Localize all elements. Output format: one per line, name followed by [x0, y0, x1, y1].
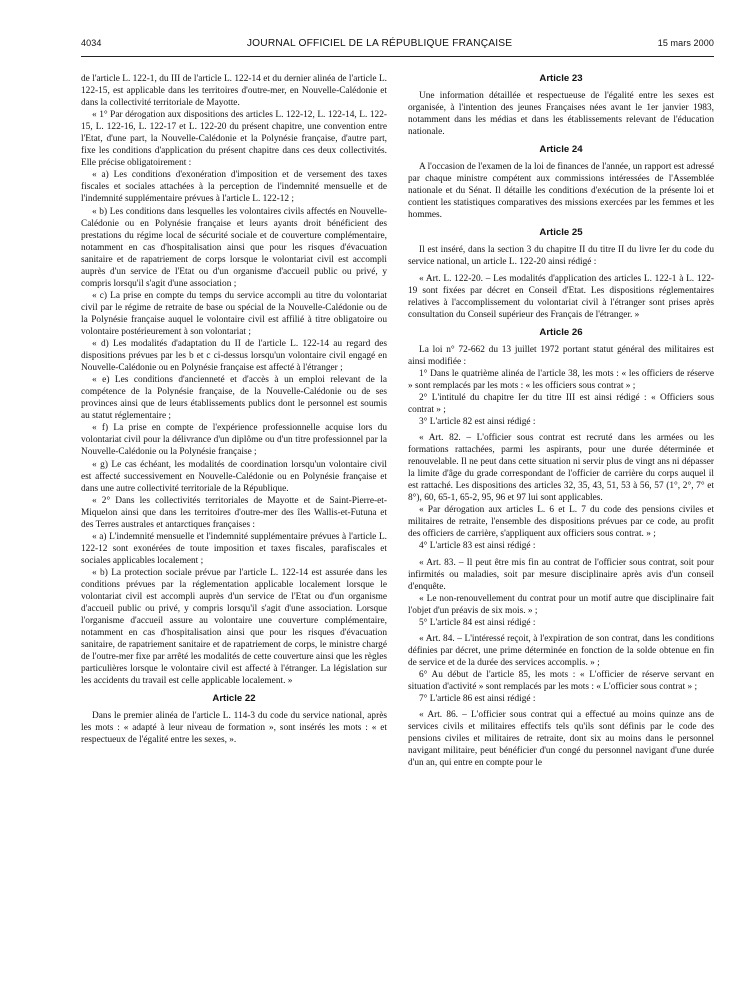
header-rule [81, 56, 714, 57]
text-columns [81, 73, 714, 769]
article-heading: Article 22 [212, 693, 256, 705]
paragraph: « Art. 84. – L'intéressé reçoit, à l'expiration de son contrat, dans les conditions définies par décret, une prime déterminée en fonction de la solde obtenue en fin de service et de la durée des services accomplis. » ; [408, 633, 714, 668]
paragraph: Il est inséré, dans la section 3 du chapitre II du titre II du livre Ier du code du service national, un article L. 122-20 ainsi rédigé : [408, 245, 714, 268]
paragraph: « g) Le cas échéant, les modalités de coordination lorsqu'un volontaire civil est affecté successivement en Nouvelle-Calédonie ou en Polynésie française et dans une autre collectivité territoriale de la République. [81, 459, 387, 494]
paragraph: « d) Les modalités d'adaptation du II de l'article L. 122-14 au regard des dispositions prévues par les b et c ci-dessus lorsqu'un volontaire civil engagé en Nouvelle-Calédonie ou en Polynésie française est affecté à l'étranger ; [81, 339, 387, 374]
paragraph: « a) Les conditions d'exonération d'imposition et de versement des taxes fiscales et sociales attachées à la perception de l'indemnité mensuelle et de l'indemnité supplémentaire prévues à l'article L. 122-12 ; [81, 170, 387, 205]
paragraph: « c) La prise en compte du temps du service accompli au titre du volontariat civil par le régime de retraite de base ou spécial de la Nouvelle-Calédonie ou de la Polynésie française auquel le volontaire civil est affilié à titre obligatoire ou volontaire postérieurement à son volontariat ; [81, 290, 387, 337]
paragraph: « Art. 83. – Il peut être mis fin au contrat de l'officier sous contrat, soit pour infirmités ou maladies, soit par mesure disciplinaire après avis d'un conseil d'enquête. [408, 557, 714, 592]
paragraph: A l'occasion de l'examen de la loi de finances de l'année, un rapport est adressé par chaque ministre compétent aux commissions intéressées de l'Assemblée nationale et du Sénat. Il détaille les conditions d'exécution de la présente loi et contient les statistiques comparatives des missions exercées par les femmes et les hommes. [408, 162, 714, 221]
paragraph: « b) Les conditions dans lesquelles les volontaires civils affectés en Nouvelle-Calédonie ou en Polynésie française et leurs ayants droit bénéficient des prestations du régime local de sécurité sociale et de couverture complémentaire, notamment en cas d'hospitalisation ainsi que pour les risques d'évacuation sanitaire et de rapatriement de corps lorsque le volontariat civil est accompli auprès d'un service de l'Etat ou d'un organisme d'accueil public ou privé, y compris lorsqu'il s'agit d'une association ; [81, 206, 387, 289]
paragraph: 1° Dans le quatrième alinéa de l'article 38, les mots : « les officiers de réserve » sont remplacés par les mots : « les officiers sous contrat » ; [408, 368, 714, 391]
paragraph: de l'article L. 122-1, du III de l'article L. 122-14 et du dernier alinéa de l'article L. 122-15, est applicable dans les territoires d'outre-mer, en Nouvelle-Calédonie et dans la collectivité territoriale de Mayotte. [81, 74, 387, 109]
page-header [81, 38, 714, 49]
paragraph: « 1° Par dérogation aux dispositions des articles L. 122-12, L. 122-14, L. 122-15, L. 122-16, L. 122-17 et L. 122-20 du présent chapitre, une convention entre l'Etat, d'une part, la Nouvelle-Calédonie et la Polynésie française, d'autre part, fixe les conditions d'application du présent chapitre dans ces deux collectivités. Elle précise obligatoirement : [81, 110, 387, 169]
paragraph: « e) Les conditions d'ancienneté et d'accès à un emploi relevant de la compétence de la Polynésie française, de la Nouvelle-Calédonie ou de ses provinces ainsi que de leurs établissements publics dont le personnel est soumis au statut réglementaire ; [81, 375, 387, 422]
right-column [408, 73, 714, 769]
paragraph: 3° L'article 82 est ainsi rédigé : [419, 416, 536, 427]
page-number: 4034 [81, 38, 102, 48]
paragraph: Une information détaillée et respectueuse de l'égalité entre les sexes est organisée, à l'intention des jeunes Françaises nées avant le 1er janvier 1983, notamment dans les médias et dans les établissements relevant de l'éducation nationale. [408, 91, 714, 138]
paragraph: 7° L'article 86 est ainsi rédigé : [419, 694, 536, 705]
article-heading: Article 25 [539, 227, 583, 239]
paragraph: « b) La protection sociale prévue par l'article L. 122-14 est assurée dans les conditions prévues par la réglementation applicable localement lorsque le volontariat civil est accompli auprès d'un service de l'Etat ou d'un organisme d'accueil public ou privé, y compris lorsqu'il s'agit d'une association. Lorsque l'organisme d'accueil assure au volontaire une couverture complémentaire, notamment en cas d'hospitalisation ainsi que pour les risques d'évacuation sanitaire, de rapatriement sanitaire et de rapatriement de corps, le ministre chargé de l'outre-mer fixe par arrêté les modalités de cette couverture ainsi que les règles particulières lorsque le volontaire civil est affecté à l'étranger. La législation sur les accidents du travail est celle applicable localement. » [81, 567, 387, 687]
paragraph: « 2° Dans les collectivités territoriales de Mayotte et de Saint-Pierre-et-Miquelon ainsi que dans les territoires d'outre-mer des îles Wallis-et-Futuna et des Terres australes et antarctiques françaises : [81, 495, 387, 530]
article-heading: Article 26 [539, 326, 583, 338]
article-heading: Article 23 [539, 73, 583, 84]
paragraph: 4° L'article 83 est ainsi rédigé : [419, 541, 536, 552]
paragraph: « Art. 86. – L'officier sous contrat qui a effectué au moins quinze ans de services civils et militaires effectifs tels qu'ils sont définis par le code des pensions civiles et militaires de retraite, dont six au moins dans le personnel navigant militaire, peut bénéficier d'un congé du personnel navigant d'une durée d'un an, qui entre en compte pour le [408, 710, 714, 769]
paragraph: 5° L'article 84 est ainsi rédigé : [419, 617, 536, 628]
paragraph: « a) L'indemnité mensuelle et l'indemnité supplémentaire prévues à l'article L. 122-12 sont exonérées de toute imposition et taxes fiscales, parafiscales et sociales applicables localement ; [81, 531, 387, 566]
left-column [81, 73, 387, 769]
paragraph: Dans le premier alinéa de l'article L. 114-3 du code du service national, après les mots : « adapté à leur niveau de formation », sont insérés les mots : « et respectueux de l'égalité entre les sexes, ». [81, 711, 387, 746]
journal-title: JOURNAL OFFICIEL DE LA RÉPUBLIQUE FRANÇAISE [246, 38, 513, 49]
issue-date: 15 mars 2000 [657, 38, 714, 48]
paragraph: « Art. L. 122-20. – Les modalités d'application des articles L. 122-1 à L. 122-19 sont fixées par décret en Conseil d'Etat. Les dispositions réglementaires relatives à l'accomplissement du volontariat civil à l'étranger sont prises après consultation du Conseil supérieur des Français de l'étranger. » [408, 273, 714, 320]
paragraph: « Par dérogation aux articles L. 6 et L. 7 du code des pensions civiles et militaires de retraite, l'ensemble des dispositions prévues par ce code, au profit des officiers de carrière, s'appliquent aux officiers sous contrat. » ; [408, 505, 714, 540]
paragraph: « Le non-renouvellement du contrat pour un motif autre que disciplinaire fait l'objet d'un préavis de six mois. » ; [408, 593, 714, 616]
paragraph: « Art. 82. – L'officier sous contrat est recruté dans les armées ou les formations rattachées, parmi les aspirants, pour une durée déterminée et renouvelable. Il ne peut dans cette situation ni servir plus de vingt ans ni dépasser la limite d'âge du grade correspondant de l'officier de carrière du corps auquel il est rattaché. Les dispositions des articles 32, 35, 43, 51, 53 à 56, 57 (1°, 2°, 7° et 8°), 60, 65-1, 65-2, 95, 96 et 97 lui sont applicables. [408, 433, 714, 504]
paragraph: La loi n° 72-662 du 13 juillet 1972 portant statut général des militaires est ainsi modifiée : [408, 344, 714, 367]
paragraph: 6° Au début de l'article 85, les mots : « L'officier de réserve servant en situation d'activité » sont remplacés par les mots : « L'officier sous contrat » ; [408, 669, 714, 692]
paragraph: « f) La prise en compte de l'expérience professionnelle acquise lors du volontariat civil pour la délivrance d'un diplôme ou d'un titre professionnel par la Nouvelle-Calédonie ou la Polynésie française ; [81, 423, 387, 458]
paragraph: 2° L'intitulé du chapitre Ier du titre III est ainsi rédigé : « Officiers sous contrat » ; [408, 392, 714, 415]
article-heading: Article 24 [539, 144, 583, 156]
